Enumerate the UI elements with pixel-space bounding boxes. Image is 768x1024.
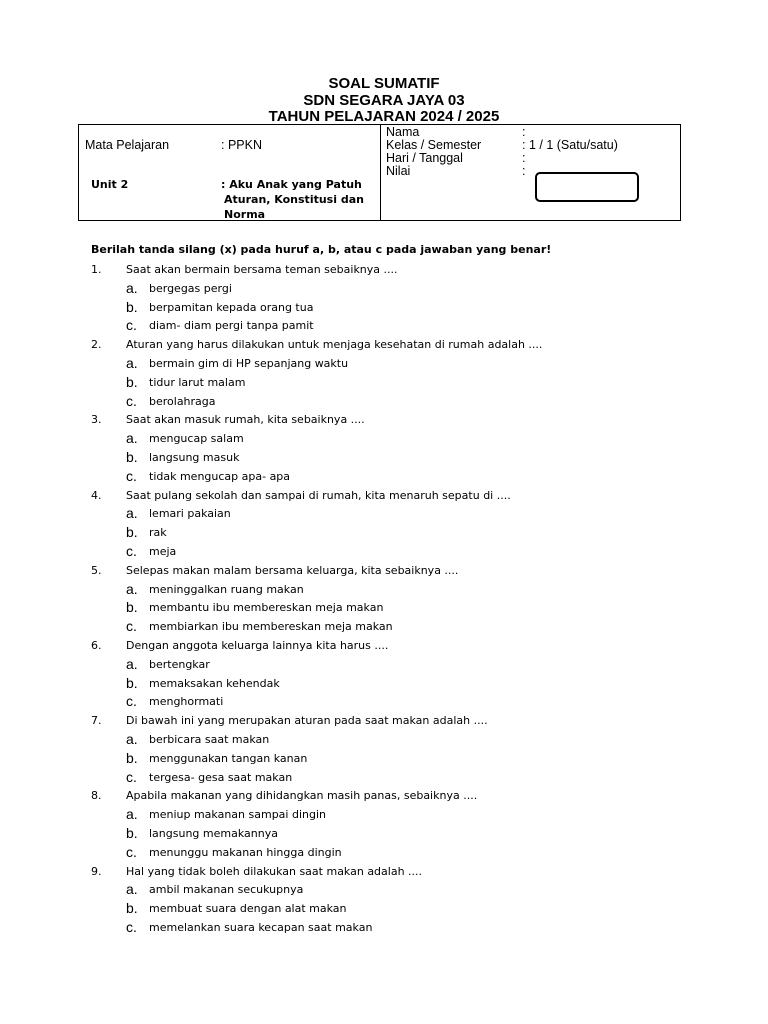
option-1a[interactable] (0, 281, 768, 300)
name-value: : (522, 125, 526, 139)
option-letter: c. (126, 467, 137, 484)
option-9b[interactable] (0, 901, 768, 920)
question-number: 3. (91, 413, 102, 427)
option-text: berpamitan kepada orang tua (149, 300, 314, 314)
option-8a[interactable] (0, 807, 768, 826)
question-number: 4. (91, 488, 102, 502)
score-label: Nilai (386, 164, 411, 178)
question-text: Saat akan bermain bersama teman sebaiknya .... (126, 263, 398, 276)
question-text: Saat akan masuk rumah, kita sebaiknya .... (126, 413, 365, 427)
option-letter: b. (126, 824, 138, 841)
option-1c[interactable] (0, 318, 768, 337)
question-list (0, 262, 768, 939)
option-text: mengucap salam (149, 432, 244, 446)
option-text: menunggu makanan hingga dingin (149, 845, 342, 859)
option-letter: c. (126, 317, 137, 334)
question-7 (0, 713, 768, 732)
option-text: membantu ibu membereskan meja makan (149, 601, 384, 615)
option-text: berbicara saat makan (149, 732, 270, 746)
option-6a[interactable] (0, 657, 768, 676)
question-number: 2. (91, 338, 102, 352)
option-2b[interactable] (0, 375, 768, 394)
unit-value-line3: Norma (224, 208, 266, 221)
option-text: langsung memakannya (149, 826, 278, 840)
option-text: tergesa- gesa saat makan (149, 770, 293, 784)
option-letter: c. (126, 843, 137, 860)
option-letter: a. (126, 279, 138, 296)
option-text: membiarkan ibu membereskan meja makan (149, 620, 393, 634)
option-5c[interactable] (0, 619, 768, 638)
question-2 (0, 337, 768, 356)
question-6 (0, 638, 768, 657)
option-letter: a. (126, 505, 138, 522)
unit-value-line2: Aturan, Konstitusi dan (224, 193, 364, 206)
option-text: meniup makanan sampai dingin (149, 808, 326, 822)
option-letter: c. (126, 542, 137, 559)
option-letter: b. (126, 900, 138, 917)
option-5a[interactable] (0, 582, 768, 601)
option-letter: b. (126, 448, 138, 465)
option-letter: b. (126, 599, 138, 616)
subject-label: Mata Pelajaran (85, 138, 170, 152)
option-text: tidur larut malam (149, 375, 246, 389)
question-text: Apabila makanan yang dihidangkan masih panas, sebaiknya .... (126, 789, 478, 803)
option-text: meja (149, 544, 177, 558)
option-text: bergegas pergi (149, 281, 232, 295)
question-8 (0, 788, 768, 807)
option-text: berolahraga (149, 394, 216, 408)
table-divider (380, 125, 381, 221)
option-letter: b. (126, 298, 138, 315)
option-4b[interactable] (0, 525, 768, 544)
question-text: Aturan yang harus dilakukan untuk menjaga kesehatan di rumah adalah .... (126, 338, 543, 352)
class-semester-label: Kelas / Semester (386, 138, 482, 152)
option-7b[interactable] (0, 751, 768, 770)
option-3a[interactable] (0, 431, 768, 450)
option-3b[interactable] (0, 450, 768, 469)
option-4c[interactable] (0, 544, 768, 563)
option-2c[interactable] (0, 394, 768, 413)
question-number: 6. (91, 638, 102, 652)
option-1b[interactable] (0, 300, 768, 319)
option-text: memelankan suara kecapan saat makan (149, 920, 373, 934)
question-3 (0, 412, 768, 431)
option-letter: a. (126, 730, 138, 747)
option-text: bertengkar (149, 657, 210, 671)
option-6c[interactable] (0, 694, 768, 713)
option-letter: a. (126, 806, 138, 823)
school-name: SDN SEGARA JAYA 03 (303, 92, 465, 109)
option-6b[interactable] (0, 676, 768, 695)
identity-table (78, 124, 681, 221)
option-text: diam- diam pergi tanpa pamit (149, 319, 314, 333)
option-text: tidak mengucap apa- apa (149, 469, 291, 483)
option-text: langsung masuk (149, 450, 240, 464)
unit-value-line1: : Aku Anak yang Patuh (221, 178, 362, 191)
option-text: bermain gim di HP sepanjang waktu (149, 356, 349, 370)
score-value: : (522, 164, 526, 178)
question-number: 7. (91, 714, 102, 728)
doc-title: SOAL SUMATIF (328, 75, 440, 92)
option-letter: a. (126, 430, 138, 447)
option-text: rak (149, 526, 167, 540)
question-number: 1. (91, 263, 102, 276)
score-box[interactable] (535, 172, 639, 202)
question-1 (0, 262, 768, 281)
option-letter: b. (126, 674, 138, 691)
subject-value: : PPKN (221, 138, 262, 152)
option-5b[interactable] (0, 600, 768, 619)
name-label: Nama (386, 125, 420, 139)
academic-year: TAHUN PELAJARAN 2024 / 2025 (268, 108, 500, 125)
question-text: Di bawah ini yang merupakan aturan pada saat makan adalah .... (126, 714, 488, 728)
question-5 (0, 563, 768, 582)
option-9c[interactable] (0, 920, 768, 939)
option-letter: a. (126, 580, 138, 597)
option-text: menghormati (149, 695, 224, 709)
option-letter: c. (126, 618, 137, 635)
instruction-text: Berilah tanda silang (x) pada huruf a, b, atau c pada jawaban yang benar! (91, 243, 552, 256)
question-number: 5. (91, 563, 102, 577)
unit-label: Unit 2 (91, 178, 129, 191)
option-letter: a. (126, 655, 138, 672)
question-text: Selepas makan malam bersama keluarga, kita sebaiknya .... (126, 563, 459, 577)
option-text: lemari pakaian (149, 507, 231, 521)
option-letter: c. (126, 392, 137, 409)
option-7a[interactable] (0, 732, 768, 751)
question-text: Saat pulang sekolah dan sampai di rumah, kita menaruh sepatu di .... (126, 488, 511, 502)
option-3c[interactable] (0, 469, 768, 488)
date-value: : (522, 151, 526, 165)
option-letter: c. (126, 918, 137, 935)
date-label: Hari / Tanggal (386, 151, 463, 165)
option-text: menggunakan tangan kanan (149, 751, 308, 765)
option-letter: b. (126, 524, 138, 541)
option-2a[interactable] (0, 356, 768, 375)
option-9a[interactable] (0, 882, 768, 901)
option-text: meninggalkan ruang makan (149, 582, 304, 596)
option-letter: b. (126, 749, 138, 766)
option-8c[interactable] (0, 845, 768, 864)
option-text: memaksakan kehendak (149, 676, 280, 690)
option-4a[interactable] (0, 506, 768, 525)
question-number: 8. (91, 789, 102, 803)
option-text: ambil makanan secukupnya (149, 883, 304, 897)
option-letter: c. (126, 768, 137, 785)
option-letter: c. (126, 693, 137, 710)
option-7c[interactable] (0, 770, 768, 789)
question-number: 9. (91, 864, 102, 878)
option-letter: b. (126, 373, 138, 390)
question-text: Hal yang tidak boleh dilakukan saat makan adalah .... (126, 864, 423, 878)
question-4 (0, 488, 768, 507)
option-letter: a. (126, 881, 138, 898)
option-letter: a. (126, 354, 138, 371)
class-semester-value: : 1 / 1 (Satu/satu) (522, 138, 618, 152)
question-text: Dengan anggota keluarga lainnya kita harus .... (126, 638, 389, 652)
question-9 (0, 864, 768, 883)
option-8b[interactable] (0, 826, 768, 845)
option-text: membuat suara dengan alat makan (149, 902, 347, 916)
